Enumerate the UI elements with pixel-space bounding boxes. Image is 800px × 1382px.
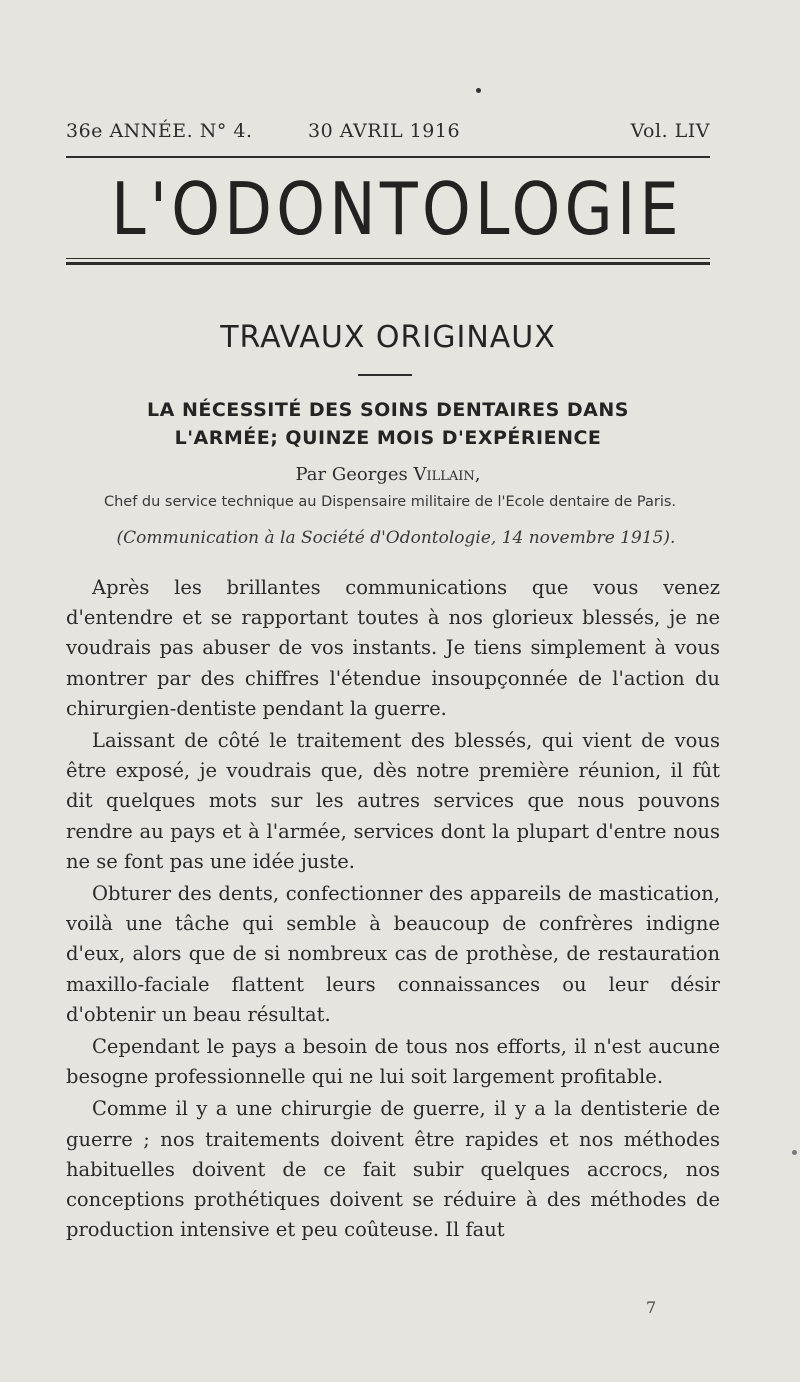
journal-title: L'ODONTOLOGIE <box>111 167 683 251</box>
header-rule <box>66 156 710 158</box>
ink-dot <box>476 88 481 93</box>
article-title <box>66 396 710 452</box>
article-body <box>66 573 720 1247</box>
author-name: Villain, <box>413 464 481 485</box>
section-divider <box>358 374 412 376</box>
body-paragraph: Obturer des dents, confectionner des appareils de mastication, voilà une tâche qui semble à beaucoup de confrères indigne d'eux, alors que de si nombreux cas de prothèse, de restauration maxillo-faciale flattent leurs connaissances ou leur désir d'obtenir un beau résultat. <box>66 882 720 1026</box>
author-affiliation: Chef du service technique au Dispensaire militaire de l'Ecole dentaire de Paris. <box>103 494 677 510</box>
author-prefix: Par Georges <box>295 464 414 485</box>
running-header <box>66 120 710 150</box>
body-paragraph: Laissant de côté le traitement des blessés, qui vient de vous être exposé, je voudrais que, dès notre première réunion, il fût dit quelques mots sur les autres services que nous pouvons rendre au pays et à l'armée, services dont la plupart d'entre nous ne se font pas une idée juste. <box>66 729 720 873</box>
header-volume: Vol. LIV <box>630 120 710 142</box>
section-title: TRAVAUX ORIGINAUX <box>220 320 556 355</box>
title-rule-thick <box>66 262 710 265</box>
page-number: 7 <box>646 1298 657 1317</box>
body-paragraph: Comme il y a une chirurgie de guerre, il y a la dentisterie de guerre ; nos traitements doivent être rapides et nos méthodes habituelles doivent de ce fait subir quelques accrocs, nos conceptions prothétiques doivent se réduire à des méthodes de production intensive et peu coûteuse. Il faut <box>66 1097 720 1242</box>
header-year-issue: 36e ANNÉE. N° 4. <box>66 120 253 142</box>
article-title-line: LA NÉCESSITÉ DES SOINS DENTAIRES DANS <box>147 399 629 421</box>
article-author <box>66 464 710 485</box>
communication-note: (Communication à la Société d'Odontologie, 14 novembre 1915). <box>116 528 676 548</box>
header-date: 30 AVRIL 1916 <box>308 120 461 142</box>
ink-dot <box>792 1150 797 1155</box>
body-paragraph: Après les brillantes communications que vous venez d'entendre et se rapportant toutes à nos glorieux blessés, je ne voudrais pas abuser de vos instants. Je tiens simplement à vous montrer par des chiffres l'étendue insoupçonnée de l'action du chirurgien-dentiste pendant la guerre. <box>66 576 720 720</box>
body-paragraph: Cependant le pays a besoin de tous nos efforts, il n'est aucune besogne professionnelle qui ne lui soit largement profitable. <box>66 1035 720 1089</box>
title-rule <box>66 258 710 259</box>
article-title-line: L'ARMÉE; QUINZE MOIS D'EXPÉRIENCE <box>174 427 602 449</box>
